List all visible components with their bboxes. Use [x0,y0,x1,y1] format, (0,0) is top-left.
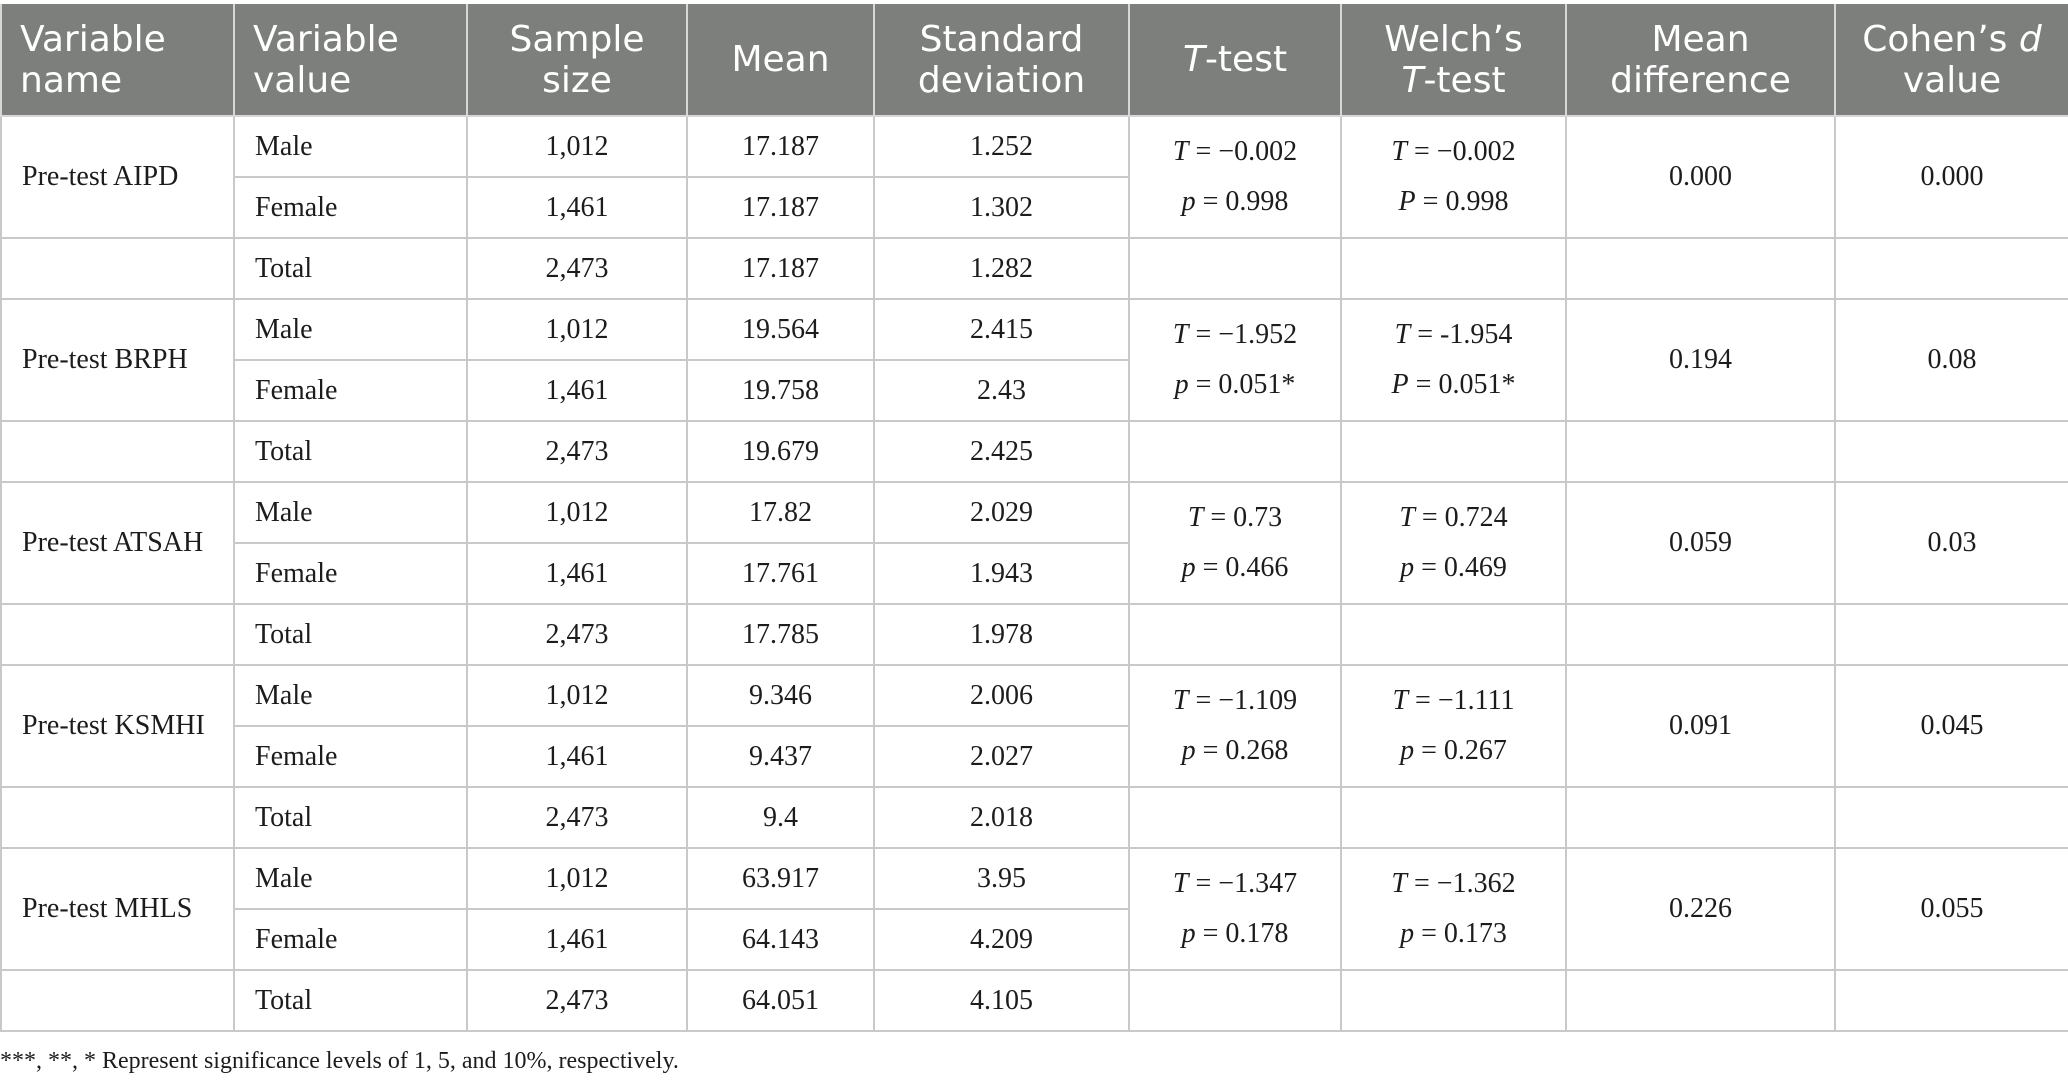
empty-cell [1566,604,1835,665]
header-line: name [20,59,123,101]
mean-cell: 9.346 [687,665,874,726]
header-line: Sample [509,18,645,60]
empty-cell [1835,238,2068,299]
total-row [1,421,2068,482]
header-variable-value [234,4,467,116]
p-value: p = 0.051* [1174,369,1296,400]
mean-cell: 17.761 [687,543,874,604]
t-test-cell [1129,116,1341,238]
welch-test-cell [1341,116,1566,238]
header-line: Mean [731,39,830,80]
header-row [1,4,2068,116]
table-row [1,665,2068,726]
mean-cell: 19.679 [687,421,874,482]
t-test-cell [1129,299,1341,421]
sample-size-cell: 1,461 [467,909,687,970]
variable-value-cell: Male [234,482,467,543]
empty-cell [1341,970,1566,1031]
p-value: P = 0.998 [1398,186,1509,217]
variable-value-cell: Female [234,909,467,970]
mean-cell: 63.917 [687,848,874,909]
empty-cell [1341,787,1566,848]
sample-size-cell: 2,473 [467,238,687,299]
sample-size-cell: 1,012 [467,299,687,360]
variable-name-cell: Pre-test AIPD [1,116,234,238]
empty-cell [1129,787,1341,848]
p-value: p = 0.173 [1400,918,1507,949]
sample-size-cell: 2,473 [467,421,687,482]
variable-value-cell: Female [234,726,467,787]
t-statistic: T = −1.111 [1392,685,1515,716]
t-statistic: T = 0.73 [1187,502,1283,533]
t-statistic: T = -1.954 [1394,319,1513,350]
empty-cell [1,970,234,1031]
welch-test-cell [1341,482,1566,604]
results-table [0,4,2068,1032]
table-body [1,116,2068,1031]
variable-value-cell: Total [234,787,467,848]
sd-cell: 1.282 [874,238,1129,299]
p-value: p = 0.466 [1181,552,1289,583]
sd-cell: 2.018 [874,787,1129,848]
sample-size-cell: 1,461 [467,726,687,787]
header-t-test: T-test [1129,4,1341,116]
variable-value-cell: Total [234,421,467,482]
sample-size-cell: 2,473 [467,604,687,665]
variable-value-cell: Male [234,848,467,909]
empty-cell [1,604,234,665]
sample-size-cell: 1,461 [467,543,687,604]
variable-value-cell: Total [234,604,467,665]
empty-cell [1835,970,2068,1031]
header-standard-deviation [874,4,1129,116]
header-mean [687,4,874,116]
empty-cell [1835,421,2068,482]
header-line: Mean [1651,18,1750,60]
header-line: Standard [919,18,1084,60]
sample-size-cell: 1,012 [467,482,687,543]
table-row [1,482,2068,543]
sd-cell: 1.302 [874,177,1129,238]
t-test-cell [1129,482,1341,604]
empty-cell [1341,421,1566,482]
mean-cell: 64.143 [687,909,874,970]
welch-test-cell [1341,848,1566,970]
empty-cell [1566,787,1835,848]
mean-cell: 19.564 [687,299,874,360]
sd-cell: 4.209 [874,909,1129,970]
sd-cell: 2.029 [874,482,1129,543]
t-statistic: T = 0.724 [1399,502,1508,533]
p-value: p = 0.268 [1181,735,1289,766]
variable-name-cell: Pre-test MHLS [1,848,234,970]
mean-cell: 17.187 [687,116,874,177]
mean-cell: 17.82 [687,482,874,543]
variable-name-cell: Pre-test KSMHI [1,665,234,787]
mean-cell: 9.437 [687,726,874,787]
empty-cell [1566,970,1835,1031]
mean-cell: 64.051 [687,970,874,1031]
sample-size-cell: 1,012 [467,848,687,909]
empty-cell [1341,238,1566,299]
variable-name-cell: Pre-test BRPH [1,299,234,421]
t-test-cell [1129,848,1341,970]
welch-test-cell [1341,299,1566,421]
header-line: Variable [20,18,166,60]
p-value: p = 0.267 [1400,735,1507,766]
sd-cell: 1.978 [874,604,1129,665]
variable-value-cell: Male [234,116,467,177]
header-line: deviation [917,59,1086,101]
cohens-d-cell: 0.08 [1835,299,2068,421]
t-statistic: T = −1.952 [1172,319,1298,350]
sample-size-cell: 1,012 [467,665,687,726]
mean-difference-cell: 0.226 [1566,848,1835,970]
mean-cell: 19.758 [687,360,874,421]
total-row [1,787,2068,848]
empty-cell [1835,604,2068,665]
variable-value-cell: Male [234,299,467,360]
sd-cell: 2.425 [874,421,1129,482]
variable-value-cell: Total [234,238,467,299]
header-line: size [542,59,612,101]
empty-cell [1341,604,1566,665]
mean-cell: 17.785 [687,604,874,665]
sd-cell: 3.95 [874,848,1129,909]
header-cohens-d: Cohen’s d value [1835,4,2068,116]
header-welch-t-test: Welch’s T-test [1341,4,1566,116]
total-row [1,238,2068,299]
p-value: p = 0.469 [1400,552,1507,583]
variable-value-cell: Total [234,970,467,1031]
welch-test-cell [1341,665,1566,787]
sd-cell: 2.415 [874,299,1129,360]
header-mean-difference [1566,4,1835,116]
empty-cell [1129,604,1341,665]
sd-cell: 2.43 [874,360,1129,421]
sample-size-cell: 2,473 [467,787,687,848]
mean-cell: 17.187 [687,238,874,299]
variable-value-cell: Male [234,665,467,726]
header-line: difference [1610,59,1791,101]
table-row [1,848,2068,909]
cohens-d-cell: 0.045 [1835,665,2068,787]
t-test-cell [1129,665,1341,787]
total-row [1,604,2068,665]
variable-name-cell: Pre-test ATSAH [1,482,234,604]
empty-cell [1835,787,2068,848]
mean-cell: 17.187 [687,177,874,238]
mean-difference-cell: 0.059 [1566,482,1835,604]
sd-cell: 1.252 [874,116,1129,177]
sample-size-cell: 1,461 [467,177,687,238]
footnote: ***, **, * Represent significance levels of 1, 5, and 10%, respectively. [0,1048,679,1074]
header-line: value [253,59,352,101]
empty-cell [1129,238,1341,299]
sd-cell: 2.027 [874,726,1129,787]
mean-difference-cell: 0.091 [1566,665,1835,787]
header-line: Variable [253,18,399,60]
empty-cell [1,421,234,482]
p-value: p = 0.178 [1181,918,1289,949]
variable-value-cell: Female [234,177,467,238]
sd-cell: 1.943 [874,543,1129,604]
empty-cell [1,238,234,299]
header-sample-size [467,4,687,116]
t-statistic: T = −1.347 [1172,868,1298,899]
header-variable-name [1,4,234,116]
sample-size-cell: 1,012 [467,116,687,177]
empty-cell [1566,421,1835,482]
t-statistic: T = −1.362 [1391,868,1516,899]
empty-cell [1,787,234,848]
table-row [1,116,2068,177]
t-statistic: T = −0.002 [1172,136,1298,167]
variable-value-cell: Female [234,543,467,604]
sample-size-cell: 1,461 [467,360,687,421]
table-row [1,299,2068,360]
cohens-d-cell: 0.03 [1835,482,2068,604]
empty-cell [1566,238,1835,299]
t-statistic: T = −1.109 [1172,685,1298,716]
table-container [0,4,2068,1032]
p-value: P = 0.051* [1391,369,1516,400]
empty-cell [1129,421,1341,482]
sd-cell: 2.006 [874,665,1129,726]
mean-difference-cell: 0.000 [1566,116,1835,238]
sd-cell: 4.105 [874,970,1129,1031]
mean-difference-cell: 0.194 [1566,299,1835,421]
cohens-d-cell: 0.055 [1835,848,2068,970]
p-value: p = 0.998 [1181,186,1289,217]
t-statistic: T = −0.002 [1391,136,1516,167]
mean-cell: 9.4 [687,787,874,848]
empty-cell [1129,970,1341,1031]
variable-value-cell: Female [234,360,467,421]
cohens-d-cell: 0.000 [1835,116,2068,238]
total-row [1,970,2068,1031]
sample-size-cell: 2,473 [467,970,687,1031]
